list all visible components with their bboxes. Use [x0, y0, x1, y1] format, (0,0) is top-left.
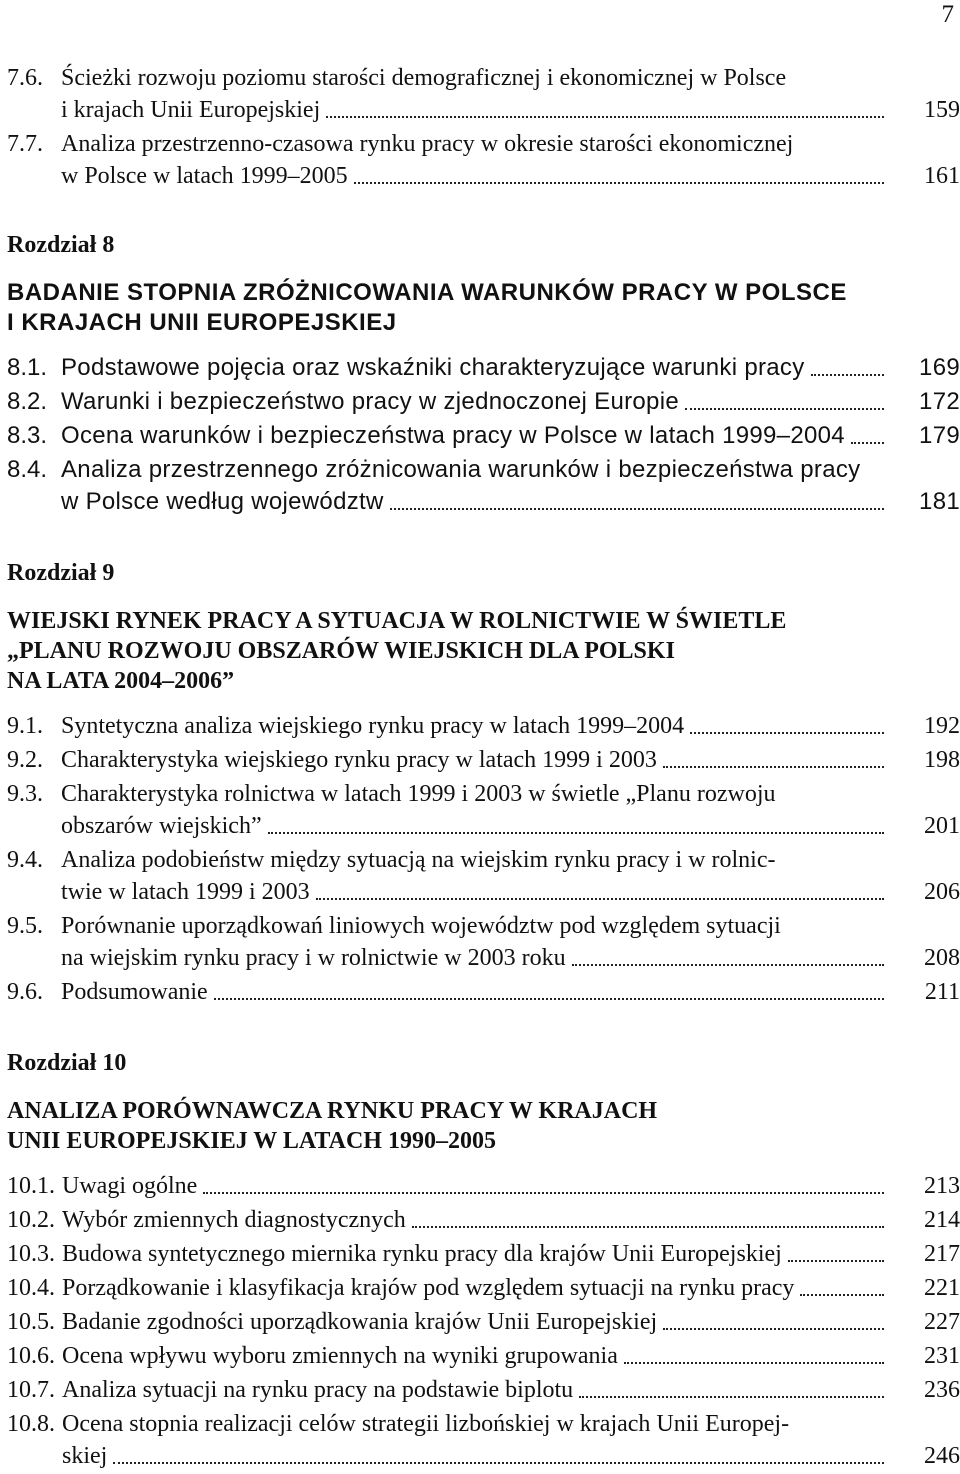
entry-title-last-line: [61, 94, 890, 126]
toc-entry: [7, 976, 960, 1008]
entry-title-text: w Polsce w latach 1999–2005: [61, 163, 348, 189]
toc-entry: [7, 386, 960, 418]
toc-entry: [7, 454, 960, 518]
entry-title-last-line: [61, 810, 890, 842]
entry-number: 8.4.: [7, 456, 48, 483]
entry-title: [61, 420, 960, 452]
chapter-title-line: BADANIE STOPNIA ZRÓŻNICOWANIA WARUNKÓW PRACY W POLSCE: [7, 279, 847, 306]
entry-number: 10.3.: [7, 1241, 55, 1267]
chapter-title-line: WIEJSKI RYNEK PRACY A SYTUACJA W ROLNICTWIE W ŚWIETLE: [7, 608, 787, 634]
chapter-10-label: Rozdział 10: [7, 1050, 127, 1076]
entry-title-last-line: [61, 352, 890, 384]
entry-title: [62, 1204, 960, 1236]
chapter-title-line: UNII EUROPEJSKIEJ W LATACH 1990–2005: [7, 1128, 496, 1154]
entry-title-last-line: [62, 1238, 890, 1270]
entry-title-last-line: [62, 1204, 890, 1236]
entry-page-number: 211: [924, 979, 960, 1005]
table-of-contents: [7, 62, 960, 1474]
entry-number: 9.3.: [7, 781, 43, 807]
entry-title-last-line: [61, 420, 890, 452]
toc-entry: [7, 420, 960, 452]
entry-number: 7.7.: [7, 131, 43, 157]
entry-number: 9.4.: [7, 847, 43, 873]
toc-entry: [7, 1408, 960, 1472]
entry-title-text: Charakterystyka wiejskiego rynku pracy w latach 1999 i 2003: [61, 747, 657, 773]
chapter-9-entries: [7, 710, 960, 1008]
entry-title-text: Warunki i bezpieczeństwo pracy w zjednoczonej Europie: [61, 388, 679, 415]
entry-title-last-line: [61, 876, 890, 908]
entry-page-number: 227: [924, 1309, 960, 1335]
entry-title: [61, 128, 960, 192]
toc-entry: [7, 1306, 960, 1338]
entry-title-text: Badanie zgodności uporządkowania krajów Unii Europejskiej: [62, 1309, 658, 1335]
dot-leader: [390, 506, 884, 510]
entry-page-number: 172: [919, 388, 960, 415]
toc-entry: [7, 710, 960, 742]
entry-page-number: 159: [924, 97, 960, 123]
entry-page-number: 201: [924, 813, 960, 839]
chapter-title-line: „PLANU ROZWOJU OBSZARÓW WIEJSKICH DLA POLSKI: [7, 638, 675, 664]
entry-title-last-line: [62, 1170, 890, 1202]
entry-title: [61, 710, 960, 742]
entry-title-last-line: [61, 976, 890, 1008]
entry-title-last-line: [61, 942, 890, 974]
entry-title: [61, 910, 960, 974]
chapter-title-line: NA LATA 2004–2006”: [7, 668, 235, 694]
entry-number: 10.1.: [7, 1173, 55, 1199]
entry-page-number: 214: [924, 1207, 960, 1233]
entry-title: [61, 844, 960, 908]
toc-entry: [7, 910, 960, 974]
dot-leader: [316, 896, 884, 900]
entry-title-line: Analiza przestrzennego zróżnicowania warunków i bezpieczeństwa pracy: [61, 456, 861, 483]
toc-entry: [7, 1238, 960, 1270]
entry-title: [61, 386, 960, 418]
entry-title-last-line: [61, 710, 890, 742]
chapter-8-label: Rozdział 8: [7, 232, 115, 258]
entry-title: [62, 1408, 960, 1472]
entry-page-number: 169: [919, 354, 960, 381]
entry-title-text: i krajach Unii Europejskiej: [61, 97, 321, 123]
entry-title: [62, 1238, 960, 1270]
chapter-title-line: ANALIZA PORÓWNAWCZA RYNKU PRACY W KRAJACH: [7, 1098, 658, 1124]
dot-leader: [412, 1224, 884, 1228]
entry-number: 8.3.: [7, 422, 48, 449]
top-entries: [7, 62, 960, 192]
toc-entry: [7, 62, 960, 126]
dot-leader: [268, 830, 884, 834]
toc-entry: [7, 778, 960, 842]
entry-number: 10.2.: [7, 1207, 55, 1233]
toc-entry: [7, 744, 960, 776]
entry-title-last-line: [61, 160, 890, 192]
entry-title: [61, 352, 960, 384]
entry-number: 9.2.: [7, 747, 43, 773]
dot-leader: [354, 180, 884, 184]
entry-title: [62, 1374, 960, 1406]
toc-entry: [7, 352, 960, 384]
dot-leader: [113, 1460, 884, 1464]
entry-title-text: Podstawowe pojęcia oraz wskaźniki charakteryzujące warunki pracy: [61, 354, 805, 381]
dot-leader: [214, 996, 884, 1000]
toc-entry: [7, 844, 960, 908]
entry-title-text: Analiza sytuacji na rynku pracy na podstawie biplotu: [62, 1377, 574, 1403]
entry-title-last-line: [62, 1272, 890, 1304]
dot-leader: [800, 1292, 884, 1296]
entry-page-number: 198: [924, 747, 960, 773]
dot-leader: [663, 764, 884, 768]
dot-leader: [811, 372, 884, 376]
dot-leader: [624, 1360, 884, 1364]
entry-title: [62, 1170, 960, 1202]
entry-title-text: na wiejskim rynku pracy i w rolnictwie w 2003 roku: [61, 945, 566, 971]
dot-leader: [326, 114, 884, 118]
entry-page-number: 246: [924, 1443, 960, 1469]
entry-title: [61, 62, 960, 126]
entry-number: 10.5.: [7, 1309, 55, 1335]
dot-leader: [788, 1258, 884, 1262]
entry-title-line: Analiza podobieństw między sytuacją na wiejskim rynku pracy i w rolnic-: [61, 847, 776, 873]
entry-number: 8.2.: [7, 388, 48, 415]
entry-title-line: Charakterystyka rolnictwa w latach 1999 i 2003 w świetle „Planu rozwoju: [61, 781, 776, 807]
entry-number: 9.6.: [7, 979, 43, 1005]
dot-leader: [572, 962, 884, 966]
entry-number: 10.7.: [7, 1377, 55, 1403]
dot-leader: [690, 730, 884, 734]
entry-page-number: 213: [924, 1173, 960, 1199]
entry-title-line: Porównanie uporządkowań liniowych województw pod względem sytuacji: [61, 913, 781, 939]
entry-title-last-line: [62, 1306, 890, 1338]
chapter-9-label: Rozdział 9: [7, 560, 115, 586]
entry-title-text: obszarów wiejskich”: [61, 813, 262, 839]
chapter-8-entries: [7, 352, 960, 518]
entry-page-number: 208: [924, 945, 960, 971]
toc-entry: [7, 128, 960, 192]
entry-title: [62, 1340, 960, 1372]
chapter-10-title: [7, 1096, 960, 1156]
entry-page-number: 206: [924, 879, 960, 905]
entry-number: 10.6.: [7, 1343, 55, 1369]
dot-leader: [203, 1190, 884, 1194]
entry-page-number: 221: [924, 1275, 960, 1301]
dot-leader: [579, 1394, 884, 1398]
dot-leader: [663, 1326, 884, 1330]
toc-entry: [7, 1374, 960, 1406]
entry-title-last-line: [62, 1440, 890, 1472]
entry-number: 9.5.: [7, 913, 43, 939]
entry-title: [61, 744, 960, 776]
entry-title-line: Ścieżki rozwoju poziomu starości demograficznej i ekonomicznej w Polsce: [61, 65, 787, 91]
entry-title-text: Wybór zmiennych diagnostycznych: [62, 1207, 406, 1233]
entry-page-number: 181: [919, 488, 960, 515]
chapter-title-line: I KRAJACH UNII EUROPEJSKIEJ: [7, 309, 397, 336]
entry-title: [61, 976, 960, 1008]
entry-page-number: 236: [924, 1377, 960, 1403]
entry-title-text: twie w latach 1999 i 2003: [61, 879, 310, 905]
entry-page-number: 179: [919, 422, 960, 449]
entry-title-text: Uwagi ogólne: [62, 1173, 198, 1199]
entry-title-line: Ocena stopnia realizacji celów strategii lizbońskiej w krajach Unii Europej-: [62, 1411, 790, 1437]
entry-title-text: Budowa syntetycznego miernika rynku pracy dla krajów Unii Europejskiej: [62, 1241, 782, 1267]
entry-number: 10.8.: [7, 1411, 55, 1437]
entry-title-text: Porządkowanie i klasyfikacja krajów pod względem sytuacji na rynku pracy: [62, 1275, 795, 1301]
entry-number: 7.6.: [7, 65, 43, 91]
entry-title-last-line: [61, 744, 890, 776]
entry-title: [61, 778, 960, 842]
toc-entry: [7, 1272, 960, 1304]
entry-title-text: Syntetyczna analiza wiejskiego rynku pracy w latach 1999–2004: [61, 713, 685, 739]
entry-page-number: 231: [924, 1343, 960, 1369]
entry-number: 8.1.: [7, 354, 48, 381]
dot-leader: [685, 406, 884, 410]
entry-title-text: Podsumowanie: [61, 979, 208, 1005]
entry-title: [62, 1272, 960, 1304]
chapter-9-title: [7, 606, 960, 696]
entry-title-last-line: [62, 1340, 890, 1372]
entry-title: [62, 1306, 960, 1338]
page-number: 7: [941, 1, 954, 28]
entry-title-last-line: [61, 486, 890, 518]
chapter-10-entries: [7, 1170, 960, 1472]
entry-title: [61, 454, 960, 518]
entry-page-number: 161: [924, 163, 960, 189]
entry-number: 9.1.: [7, 713, 43, 739]
entry-page-number: 217: [924, 1241, 960, 1267]
entry-title-last-line: [61, 386, 890, 418]
entry-title-text: Ocena warunków i bezpieczeństwa pracy w Polsce w latach 1999–2004: [61, 422, 845, 449]
entry-title-text: skiej: [62, 1443, 108, 1469]
entry-title-text: w Polsce według województw: [61, 488, 384, 515]
toc-entry: [7, 1170, 960, 1202]
entry-title-text: Ocena wpływu wyboru zmiennych na wyniki grupowania: [62, 1343, 618, 1369]
chapter-8-title: [7, 278, 960, 338]
toc-entry: [7, 1204, 960, 1236]
dot-leader: [851, 440, 884, 444]
toc-entry: [7, 1340, 960, 1372]
entry-number: 10.4.: [7, 1275, 55, 1301]
entry-title-last-line: [62, 1374, 890, 1406]
entry-title-line: Analiza przestrzenno-czasowa rynku pracy w okresie starości ekonomicznej: [61, 131, 794, 157]
entry-page-number: 192: [924, 713, 960, 739]
